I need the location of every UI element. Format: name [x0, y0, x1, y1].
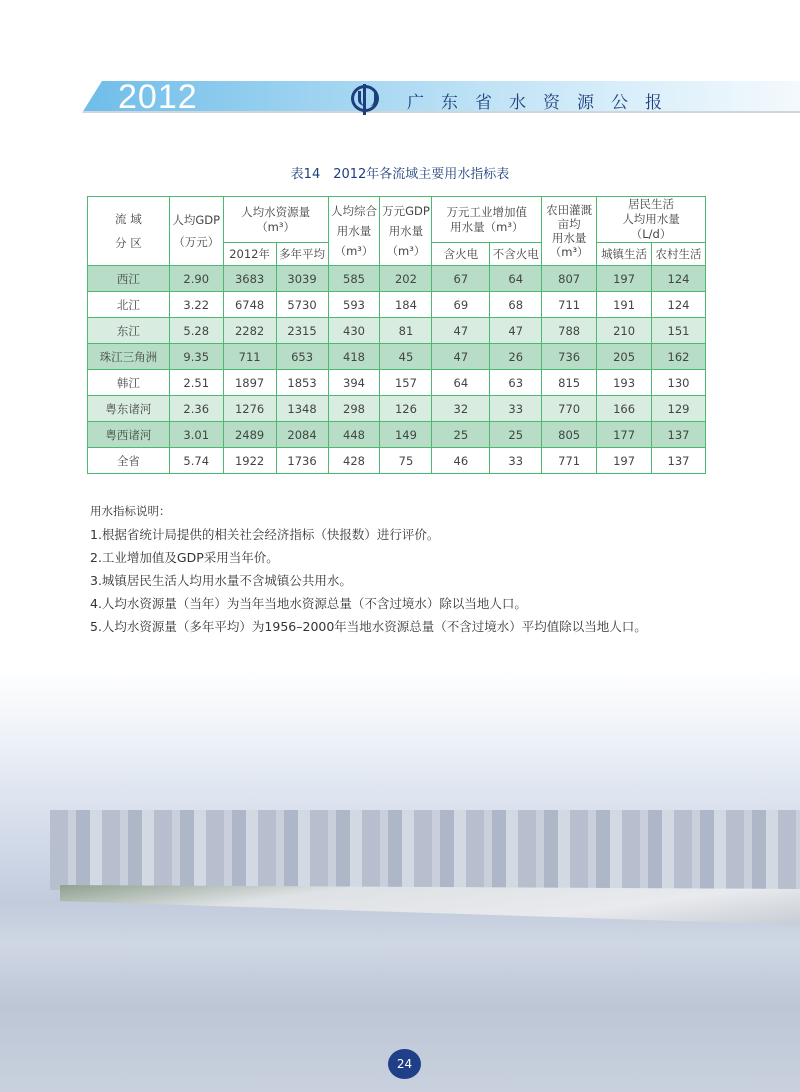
value-cell: 3.01: [169, 422, 223, 448]
value-cell: 151: [652, 318, 706, 344]
value-cell: 197: [597, 448, 652, 474]
city-skyline: [50, 810, 800, 890]
value-cell: 64: [490, 266, 542, 292]
value-cell: 1276: [223, 396, 276, 422]
value-cell: 805: [542, 422, 597, 448]
header-gdp-use: 万元GDP 用水量 （m³）: [380, 197, 432, 266]
value-cell: 26: [490, 344, 542, 370]
page-number: 24: [388, 1049, 421, 1079]
value-cell: 6748: [223, 292, 276, 318]
value-cell: 124: [652, 292, 706, 318]
water-resources-logo-icon: [351, 85, 379, 112]
value-cell: 3.22: [169, 292, 223, 318]
value-cell: 47: [490, 318, 542, 344]
region-cell: 粤东诸河: [88, 396, 170, 422]
value-cell: 177: [597, 422, 652, 448]
value-cell: 137: [652, 448, 706, 474]
value-cell: 428: [328, 448, 380, 474]
value-cell: 25: [490, 422, 542, 448]
value-cell: 2489: [223, 422, 276, 448]
value-cell: 2.36: [169, 396, 223, 422]
header-urban: 城镇生活: [597, 243, 652, 266]
value-cell: 1922: [223, 448, 276, 474]
value-cell: 653: [276, 344, 328, 370]
value-cell: 430: [328, 318, 380, 344]
value-cell: 788: [542, 318, 597, 344]
table-row: [88, 422, 706, 448]
header-irrigation: 农田灌溉 亩均 用水量 （m³）: [542, 197, 597, 266]
header-domestic: 居民生活 人均用水量 （L/d）: [597, 197, 706, 243]
value-cell: 68: [490, 292, 542, 318]
value-cell: 46: [432, 448, 490, 474]
value-cell: 5730: [276, 292, 328, 318]
region-cell: 韩江: [88, 370, 170, 396]
water-use-indicators-table: [87, 196, 706, 474]
table-row: [88, 266, 706, 292]
value-cell: 124: [652, 266, 706, 292]
value-cell: 149: [380, 422, 432, 448]
notes-heading: 用水指标说明：: [90, 504, 171, 518]
value-cell: 736: [542, 344, 597, 370]
note-item: 3.城镇居民生活人均用水量不含城镇公共用水。: [90, 573, 352, 588]
header-title: 广东省水资源公报: [407, 93, 679, 113]
region-cell: 北江: [88, 292, 170, 318]
value-cell: 585: [328, 266, 380, 292]
value-cell: 771: [542, 448, 597, 474]
value-cell: 2282: [223, 318, 276, 344]
value-cell: 33: [490, 448, 542, 474]
value-cell: 3039: [276, 266, 328, 292]
value-cell: 448: [328, 422, 380, 448]
table-title: 表14 2012年各流域主要用水指标表: [290, 167, 510, 182]
region-cell: 西江: [88, 266, 170, 292]
table-row: [88, 292, 706, 318]
region-cell: 粤西诸河: [88, 422, 170, 448]
notes: [90, 500, 647, 638]
value-cell: 1348: [276, 396, 328, 422]
value-cell: 47: [432, 344, 490, 370]
region-cell: 珠江三角洲: [88, 344, 170, 370]
value-cell: 47: [432, 318, 490, 344]
value-cell: 137: [652, 422, 706, 448]
value-cell: 807: [542, 266, 597, 292]
table-row: [88, 344, 706, 370]
value-cell: 130: [652, 370, 706, 396]
region-cell: 东江: [88, 318, 170, 344]
table-row: [88, 448, 706, 474]
value-cell: 770: [542, 396, 597, 422]
value-cell: 32: [432, 396, 490, 422]
header-industry: 万元工业增加值 用水量（m³）: [432, 197, 542, 243]
value-cell: 129: [652, 396, 706, 422]
value-cell: 162: [652, 344, 706, 370]
value-cell: 75: [380, 448, 432, 474]
value-cell: 418: [328, 344, 380, 370]
value-cell: 205: [597, 344, 652, 370]
note-item: 2.工业增加值及GDP采用当年价。: [90, 550, 279, 565]
value-cell: 298: [328, 396, 380, 422]
header-water-resources: 人均水资源量 （m³）: [223, 197, 328, 243]
value-cell: 191: [597, 292, 652, 318]
table-row: [88, 396, 706, 422]
value-cell: 166: [597, 396, 652, 422]
value-cell: 69: [432, 292, 490, 318]
value-cell: 5.74: [169, 448, 223, 474]
header-gdp: 人均GDP （万元）: [169, 197, 223, 266]
value-cell: 9.35: [169, 344, 223, 370]
value-cell: 2.90: [169, 266, 223, 292]
value-cell: 193: [597, 370, 652, 396]
note-item: 5.人均水资源量（多年平均）为1956–2000年当地水资源总量（不含过境水）平均值除以当地人口。: [90, 619, 647, 634]
value-cell: 1853: [276, 370, 328, 396]
value-cell: 5.28: [169, 318, 223, 344]
value-cell: 63: [490, 370, 542, 396]
value-cell: 2315: [276, 318, 328, 344]
value-cell: 67: [432, 266, 490, 292]
header-industry-with-thermal: 含火电: [432, 243, 490, 266]
value-cell: 2084: [276, 422, 328, 448]
header-rural: 农村生活: [652, 243, 706, 266]
header-water-resources-average: 多年平均: [276, 243, 328, 266]
value-cell: 126: [380, 396, 432, 422]
header-region: 流 域 分 区: [88, 197, 170, 266]
header-water-resources-2012: 2012年: [223, 243, 276, 266]
header-year: 2012: [118, 78, 198, 116]
value-cell: 1897: [223, 370, 276, 396]
value-cell: 3683: [223, 266, 276, 292]
note-item: 1.根据省统计局提供的相关社会经济指标（快报数）进行评价。: [90, 527, 440, 542]
value-cell: 33: [490, 396, 542, 422]
value-cell: 184: [380, 292, 432, 318]
value-cell: 25: [432, 422, 490, 448]
value-cell: 394: [328, 370, 380, 396]
value-cell: 711: [542, 292, 597, 318]
value-cell: 197: [597, 266, 652, 292]
value-cell: 45: [380, 344, 432, 370]
value-cell: 1736: [276, 448, 328, 474]
value-cell: 711: [223, 344, 276, 370]
value-cell: 202: [380, 266, 432, 292]
note-item: 4.人均水资源量（当年）为当年当地水资源总量（不含过境水）除以当地人口。: [90, 596, 527, 611]
table-row: [88, 318, 706, 344]
region-cell: 全省: [88, 448, 170, 474]
value-cell: 815: [542, 370, 597, 396]
table-row: [88, 370, 706, 396]
value-cell: 64: [432, 370, 490, 396]
value-cell: 81: [380, 318, 432, 344]
value-cell: 157: [380, 370, 432, 396]
value-cell: 2.51: [169, 370, 223, 396]
value-cell: 593: [328, 292, 380, 318]
header-industry-without-thermal: 不含火电: [490, 243, 542, 266]
value-cell: 210: [597, 318, 652, 344]
header-per-capita-use: 人均综合 用水量 （m³）: [328, 197, 380, 266]
